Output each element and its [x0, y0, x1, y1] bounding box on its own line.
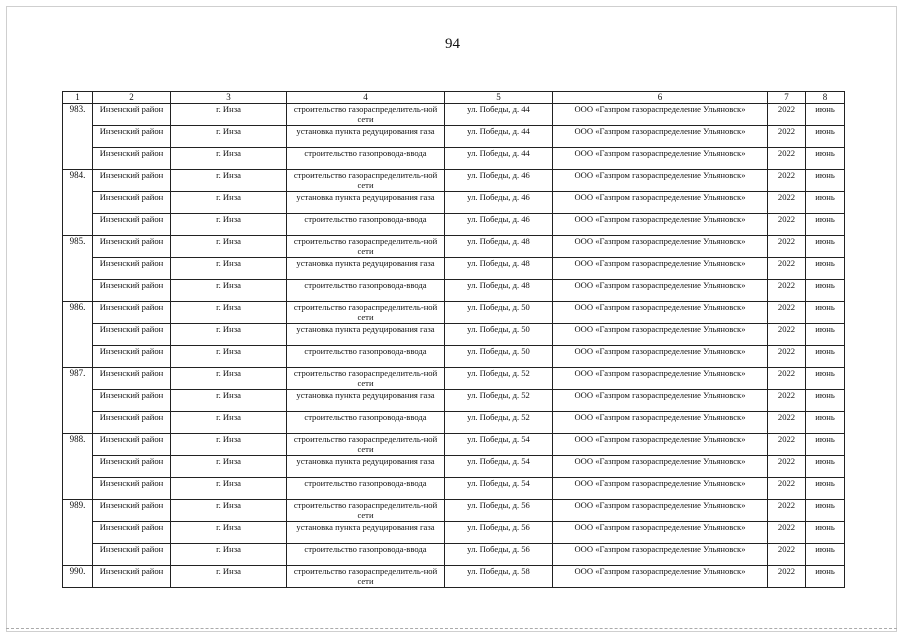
district-cell: Инзенский район — [93, 192, 171, 214]
organization-cell: ООО «Газпром газораспределение Ульяновск» — [553, 522, 768, 544]
table-row — [63, 346, 845, 368]
month-cell: июнь — [806, 500, 845, 522]
district-cell: Инзенский район — [93, 456, 171, 478]
year-cell: 2022 — [768, 478, 806, 500]
table-row — [63, 280, 845, 302]
month-cell: июнь — [806, 302, 845, 324]
table-row — [63, 434, 845, 456]
month-cell: июнь — [806, 368, 845, 390]
address-cell: ул. Победы, д. 46 — [445, 214, 553, 236]
table-row — [63, 368, 845, 390]
district-cell: Инзенский район — [93, 280, 171, 302]
header-row — [63, 92, 845, 104]
district-cell: Инзенский район — [93, 522, 171, 544]
year-cell: 2022 — [768, 456, 806, 478]
organization-cell: ООО «Газпром газораспределение Ульяновск» — [553, 148, 768, 170]
row-number — [63, 456, 93, 478]
row-number — [63, 214, 93, 236]
year-cell: 2022 — [768, 258, 806, 280]
address-cell: ул. Победы, д. 54 — [445, 434, 553, 456]
organization-cell: ООО «Газпром газораспределение Ульяновск» — [553, 412, 768, 434]
town-cell: г. Инза — [171, 500, 287, 522]
town-cell: г. Инза — [171, 456, 287, 478]
year-cell: 2022 — [768, 390, 806, 412]
work-type-cell: строительство газораспределитель-ной сети — [287, 566, 445, 588]
table-row — [63, 478, 845, 500]
district-cell: Инзенский район — [93, 478, 171, 500]
month-cell: июнь — [806, 456, 845, 478]
district-cell: Инзенский район — [93, 104, 171, 126]
col-header: 5 — [445, 92, 553, 104]
month-cell: июнь — [806, 522, 845, 544]
table-row — [63, 170, 845, 192]
address-cell: ул. Победы, д. 58 — [445, 566, 553, 588]
town-cell: г. Инза — [171, 412, 287, 434]
address-cell: ул. Победы, д. 44 — [445, 104, 553, 126]
organization-cell: ООО «Газпром газораспределение Ульяновск» — [553, 170, 768, 192]
organization-cell: ООО «Газпром газораспределение Ульяновск» — [553, 192, 768, 214]
address-cell: ул. Победы, д. 50 — [445, 302, 553, 324]
month-cell: июнь — [806, 544, 845, 566]
month-cell: июнь — [806, 434, 845, 456]
organization-cell: ООО «Газпром газораспределение Ульяновск» — [553, 500, 768, 522]
work-type-cell: строительство газораспределитель-ной сети — [287, 500, 445, 522]
col-header: 3 — [171, 92, 287, 104]
address-cell: ул. Победы, д. 48 — [445, 280, 553, 302]
organization-cell: ООО «Газпром газораспределение Ульяновск» — [553, 126, 768, 148]
year-cell: 2022 — [768, 126, 806, 148]
row-number — [63, 126, 93, 148]
table-row — [63, 214, 845, 236]
district-cell: Инзенский район — [93, 544, 171, 566]
address-cell: ул. Победы, д. 48 — [445, 236, 553, 258]
year-cell: 2022 — [768, 412, 806, 434]
address-cell: ул. Победы, д. 54 — [445, 478, 553, 500]
district-cell: Инзенский район — [93, 236, 171, 258]
address-cell: ул. Победы, д. 52 — [445, 368, 553, 390]
work-type-cell: строительство газопровода-ввода — [287, 412, 445, 434]
table-row — [63, 522, 845, 544]
organization-cell: ООО «Газпром газораспределение Ульяновск» — [553, 280, 768, 302]
table-row — [63, 324, 845, 346]
year-cell: 2022 — [768, 346, 806, 368]
table-row — [63, 456, 845, 478]
table-row — [63, 412, 845, 434]
address-cell: ул. Победы, д. 50 — [445, 324, 553, 346]
row-number: 985. — [63, 236, 93, 258]
row-number: 983. — [63, 104, 93, 126]
district-cell: Инзенский район — [93, 390, 171, 412]
work-type-cell: строительство газораспределитель-ной сети — [287, 302, 445, 324]
address-cell: ул. Победы, д. 44 — [445, 126, 553, 148]
year-cell: 2022 — [768, 566, 806, 588]
work-type-cell: строительство газопровода-ввода — [287, 148, 445, 170]
table-row — [63, 148, 845, 170]
month-cell: июнь — [806, 104, 845, 126]
year-cell: 2022 — [768, 500, 806, 522]
row-number: 987. — [63, 368, 93, 390]
town-cell: г. Инза — [171, 280, 287, 302]
table-row — [63, 236, 845, 258]
table-row — [63, 390, 845, 412]
row-number — [63, 390, 93, 412]
table-row — [63, 302, 845, 324]
town-cell: г. Инза — [171, 324, 287, 346]
year-cell: 2022 — [768, 170, 806, 192]
district-cell: Инзенский район — [93, 500, 171, 522]
year-cell: 2022 — [768, 214, 806, 236]
district-cell: Инзенский район — [93, 170, 171, 192]
year-cell: 2022 — [768, 544, 806, 566]
district-cell: Инзенский район — [93, 434, 171, 456]
month-cell: июнь — [806, 324, 845, 346]
row-number: 988. — [63, 434, 93, 456]
work-type-cell: строительство газораспределитель-ной сети — [287, 236, 445, 258]
year-cell: 2022 — [768, 434, 806, 456]
year-cell: 2022 — [768, 236, 806, 258]
work-type-cell: строительство газораспределитель-ной сети — [287, 104, 445, 126]
row-number: 984. — [63, 170, 93, 192]
row-number — [63, 258, 93, 280]
work-type-cell: строительство газопровода-ввода — [287, 280, 445, 302]
month-cell: июнь — [806, 280, 845, 302]
row-number — [63, 412, 93, 434]
organization-cell: ООО «Газпром газораспределение Ульяновск» — [553, 346, 768, 368]
district-cell: Инзенский район — [93, 368, 171, 390]
work-type-cell: установка пункта редуцирования газа — [287, 522, 445, 544]
row-number — [63, 192, 93, 214]
district-cell: Инзенский район — [93, 302, 171, 324]
organization-cell: ООО «Газпром газораспределение Ульяновск» — [553, 478, 768, 500]
address-cell: ул. Победы, д. 52 — [445, 390, 553, 412]
organization-cell: ООО «Газпром газораспределение Ульяновск» — [553, 544, 768, 566]
address-cell: ул. Победы, д. 46 — [445, 192, 553, 214]
month-cell: июнь — [806, 236, 845, 258]
district-cell: Инзенский район — [93, 214, 171, 236]
month-cell: июнь — [806, 214, 845, 236]
col-header: 2 — [93, 92, 171, 104]
town-cell: г. Инза — [171, 236, 287, 258]
table-row — [63, 126, 845, 148]
work-type-cell: строительство газопровода-ввода — [287, 214, 445, 236]
work-type-cell: строительство газораспределитель-ной сети — [287, 368, 445, 390]
month-cell: июнь — [806, 126, 845, 148]
year-cell: 2022 — [768, 324, 806, 346]
col-header: 7 — [768, 92, 806, 104]
bottom-divider — [6, 628, 897, 629]
row-number: 990. — [63, 566, 93, 588]
district-cell: Инзенский район — [93, 324, 171, 346]
row-number — [63, 544, 93, 566]
month-cell: июнь — [806, 478, 845, 500]
col-header: 1 — [63, 92, 93, 104]
year-cell: 2022 — [768, 280, 806, 302]
organization-cell: ООО «Газпром газораспределение Ульяновск» — [553, 368, 768, 390]
organization-cell: ООО «Газпром газораспределение Ульяновск» — [553, 302, 768, 324]
address-cell: ул. Победы, д. 56 — [445, 500, 553, 522]
row-number — [63, 478, 93, 500]
address-cell: ул. Победы, д. 44 — [445, 148, 553, 170]
work-type-cell: установка пункта редуцирования газа — [287, 456, 445, 478]
town-cell: г. Инза — [171, 566, 287, 588]
town-cell: г. Инза — [171, 258, 287, 280]
district-cell: Инзенский район — [93, 148, 171, 170]
organization-cell: ООО «Газпром газораспределение Ульяновск» — [553, 434, 768, 456]
town-cell: г. Инза — [171, 148, 287, 170]
row-number — [63, 280, 93, 302]
town-cell: г. Инза — [171, 214, 287, 236]
district-cell: Инзенский район — [93, 412, 171, 434]
month-cell: июнь — [806, 258, 845, 280]
table-row — [63, 192, 845, 214]
row-number — [63, 324, 93, 346]
month-cell: июнь — [806, 390, 845, 412]
organization-cell: ООО «Газпром газораспределение Ульяновск» — [553, 566, 768, 588]
district-cell: Инзенский район — [93, 126, 171, 148]
work-type-cell: строительство газораспределитель-ной сети — [287, 170, 445, 192]
year-cell: 2022 — [768, 192, 806, 214]
address-cell: ул. Победы, д. 46 — [445, 170, 553, 192]
town-cell: г. Инза — [171, 192, 287, 214]
row-number — [63, 148, 93, 170]
year-cell: 2022 — [768, 522, 806, 544]
town-cell: г. Инза — [171, 478, 287, 500]
row-number: 986. — [63, 302, 93, 324]
month-cell: июнь — [806, 566, 845, 588]
month-cell: июнь — [806, 192, 845, 214]
table-row — [63, 544, 845, 566]
work-type-cell: строительство газопровода-ввода — [287, 544, 445, 566]
work-type-cell: установка пункта редуцирования газа — [287, 324, 445, 346]
district-cell: Инзенский район — [93, 566, 171, 588]
address-cell: ул. Победы, д. 56 — [445, 522, 553, 544]
town-cell: г. Инза — [171, 522, 287, 544]
year-cell: 2022 — [768, 104, 806, 126]
table-row — [63, 258, 845, 280]
organization-cell: ООО «Газпром газораспределение Ульяновск» — [553, 236, 768, 258]
work-type-cell: строительство газопровода-ввода — [287, 478, 445, 500]
work-type-cell: установка пункта редуцирования газа — [287, 126, 445, 148]
page-number: 94 — [445, 36, 460, 52]
row-number — [63, 522, 93, 544]
row-number — [63, 346, 93, 368]
table-row — [63, 566, 845, 588]
organization-cell: ООО «Газпром газораспределение Ульяновск» — [553, 390, 768, 412]
year-cell: 2022 — [768, 148, 806, 170]
row-number: 989. — [63, 500, 93, 522]
registry-table — [62, 91, 845, 588]
registry-body — [63, 104, 845, 588]
address-cell: ул. Победы, д. 56 — [445, 544, 553, 566]
address-cell: ул. Победы, д. 50 — [445, 346, 553, 368]
col-header: 8 — [806, 92, 845, 104]
town-cell: г. Инза — [171, 434, 287, 456]
address-cell: ул. Победы, д. 52 — [445, 412, 553, 434]
town-cell: г. Инза — [171, 104, 287, 126]
work-type-cell: установка пункта редуцирования газа — [287, 390, 445, 412]
town-cell: г. Инза — [171, 346, 287, 368]
month-cell: июнь — [806, 148, 845, 170]
work-type-cell: установка пункта редуцирования газа — [287, 258, 445, 280]
address-cell: ул. Победы, д. 48 — [445, 258, 553, 280]
organization-cell: ООО «Газпром газораспределение Ульяновск» — [553, 258, 768, 280]
col-header: 6 — [553, 92, 768, 104]
work-type-cell: строительство газопровода-ввода — [287, 346, 445, 368]
month-cell: июнь — [806, 412, 845, 434]
district-cell: Инзенский район — [93, 258, 171, 280]
work-type-cell: установка пункта редуцирования газа — [287, 192, 445, 214]
work-type-cell: строительство газораспределитель-ной сети — [287, 434, 445, 456]
organization-cell: ООО «Газпром газораспределение Ульяновск» — [553, 104, 768, 126]
address-cell: ул. Победы, д. 54 — [445, 456, 553, 478]
table-row — [63, 104, 845, 126]
town-cell: г. Инза — [171, 126, 287, 148]
town-cell: г. Инза — [171, 170, 287, 192]
table-row — [63, 500, 845, 522]
organization-cell: ООО «Газпром газораспределение Ульяновск» — [553, 456, 768, 478]
year-cell: 2022 — [768, 368, 806, 390]
town-cell: г. Инза — [171, 390, 287, 412]
organization-cell: ООО «Газпром газораспределение Ульяновск» — [553, 214, 768, 236]
district-cell: Инзенский район — [93, 346, 171, 368]
month-cell: июнь — [806, 346, 845, 368]
organization-cell: ООО «Газпром газораспределение Ульяновск» — [553, 324, 768, 346]
town-cell: г. Инза — [171, 544, 287, 566]
month-cell: июнь — [806, 170, 845, 192]
town-cell: г. Инза — [171, 368, 287, 390]
col-header: 4 — [287, 92, 445, 104]
town-cell: г. Инза — [171, 302, 287, 324]
year-cell: 2022 — [768, 302, 806, 324]
